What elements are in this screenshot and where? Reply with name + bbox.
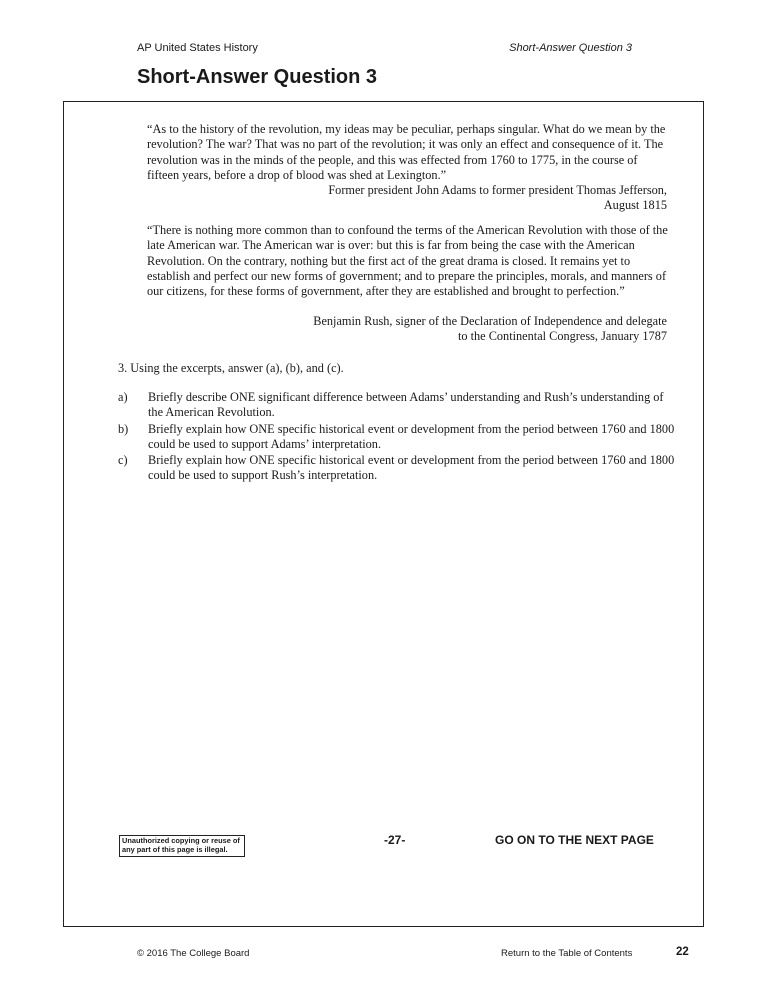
excerpt-adams-attribution-line2: August 1815 bbox=[603, 198, 667, 213]
page-title: Short-Answer Question 3 bbox=[137, 66, 378, 88]
footer-page-number: 22 bbox=[676, 946, 689, 958]
question-stem: 3. Using the excerpts, answer (a), (b), and (c). bbox=[118, 361, 344, 375]
copyright-notice-box bbox=[119, 835, 245, 857]
question-part-letter: b) bbox=[118, 421, 129, 436]
excerpt-rush-attribution bbox=[147, 314, 667, 345]
copyright-notice-line1: Unauthorized copying or reuse of bbox=[122, 836, 240, 845]
question-part-text: Briefly describe ONE significant difference between Adams’ understanding and Rush’s understanding of the American Revolution. bbox=[148, 390, 664, 420]
question-part-letter: c) bbox=[118, 453, 128, 468]
question-part-a bbox=[118, 390, 678, 421]
excerpt-rush-attribution-line2: to the Continental Congress, January 1787 bbox=[457, 329, 667, 344]
excerpt-adams-quote: “As to the history of the revolution, my ideas may be peculiar, perhaps singular. What do we mean by the revolution? The war? That was no part of the revolution; it was only an effect and consequence of it. The revolution was in the minds of the people, and this was effected from 1760 to 1775, in the course of fifteen years, before a drop of blood was shed at Lexington.” bbox=[147, 122, 666, 182]
copyright-notice-line2: any part of this page is illegal. bbox=[122, 844, 228, 854]
question-part-text: Briefly explain how ONE specific historical event or development from the period between 1760 and 1800 could be used to support Rush’s interpretation. bbox=[148, 453, 675, 483]
exam-page-number: -27- bbox=[384, 833, 406, 847]
question-part-c bbox=[118, 453, 678, 484]
question-part-text: Briefly explain how ONE specific historical event or development from the period between 1760 and 1800 could be used to support Adams’ interpretation. bbox=[148, 421, 675, 451]
return-to-table-of-contents-link[interactable]: Return to the Table of Contents bbox=[501, 948, 633, 959]
page-header-course: AP United States History bbox=[137, 42, 258, 54]
exam-page-frame bbox=[63, 101, 704, 927]
question-part-letter: a) bbox=[118, 390, 128, 404]
page-header-section: Short-Answer Question 3 bbox=[509, 42, 632, 54]
question-part-b bbox=[118, 422, 678, 453]
go-on-next-page-prompt: GO ON TO THE NEXT PAGE bbox=[495, 833, 654, 847]
excerpt-rush-quote: “There is nothing more common than to confound the terms of the American Revolution with those of the late American war. The American war is over: but this is far from being the case with the American Revolution. On the contrary, nothing but the first act of the great drama is closed. It remains yet to establish and perfect our new forms of government; and to prepare the principles, morals, and manners of our citizens, for these forms of government, after they are established and brought to perfection.” bbox=[147, 223, 668, 299]
question-parts-list bbox=[118, 390, 678, 485]
excerpt-adams-attribution bbox=[147, 183, 667, 214]
excerpt-rush-attribution-line1: Benjamin Rush, signer of the Declaration of Independence and delegate bbox=[313, 314, 667, 328]
excerpt-adams-attribution-line1: Former president John Adams to former president Thomas Jefferson, bbox=[328, 183, 667, 197]
footer-copyright: © 2016 The College Board bbox=[137, 948, 250, 959]
